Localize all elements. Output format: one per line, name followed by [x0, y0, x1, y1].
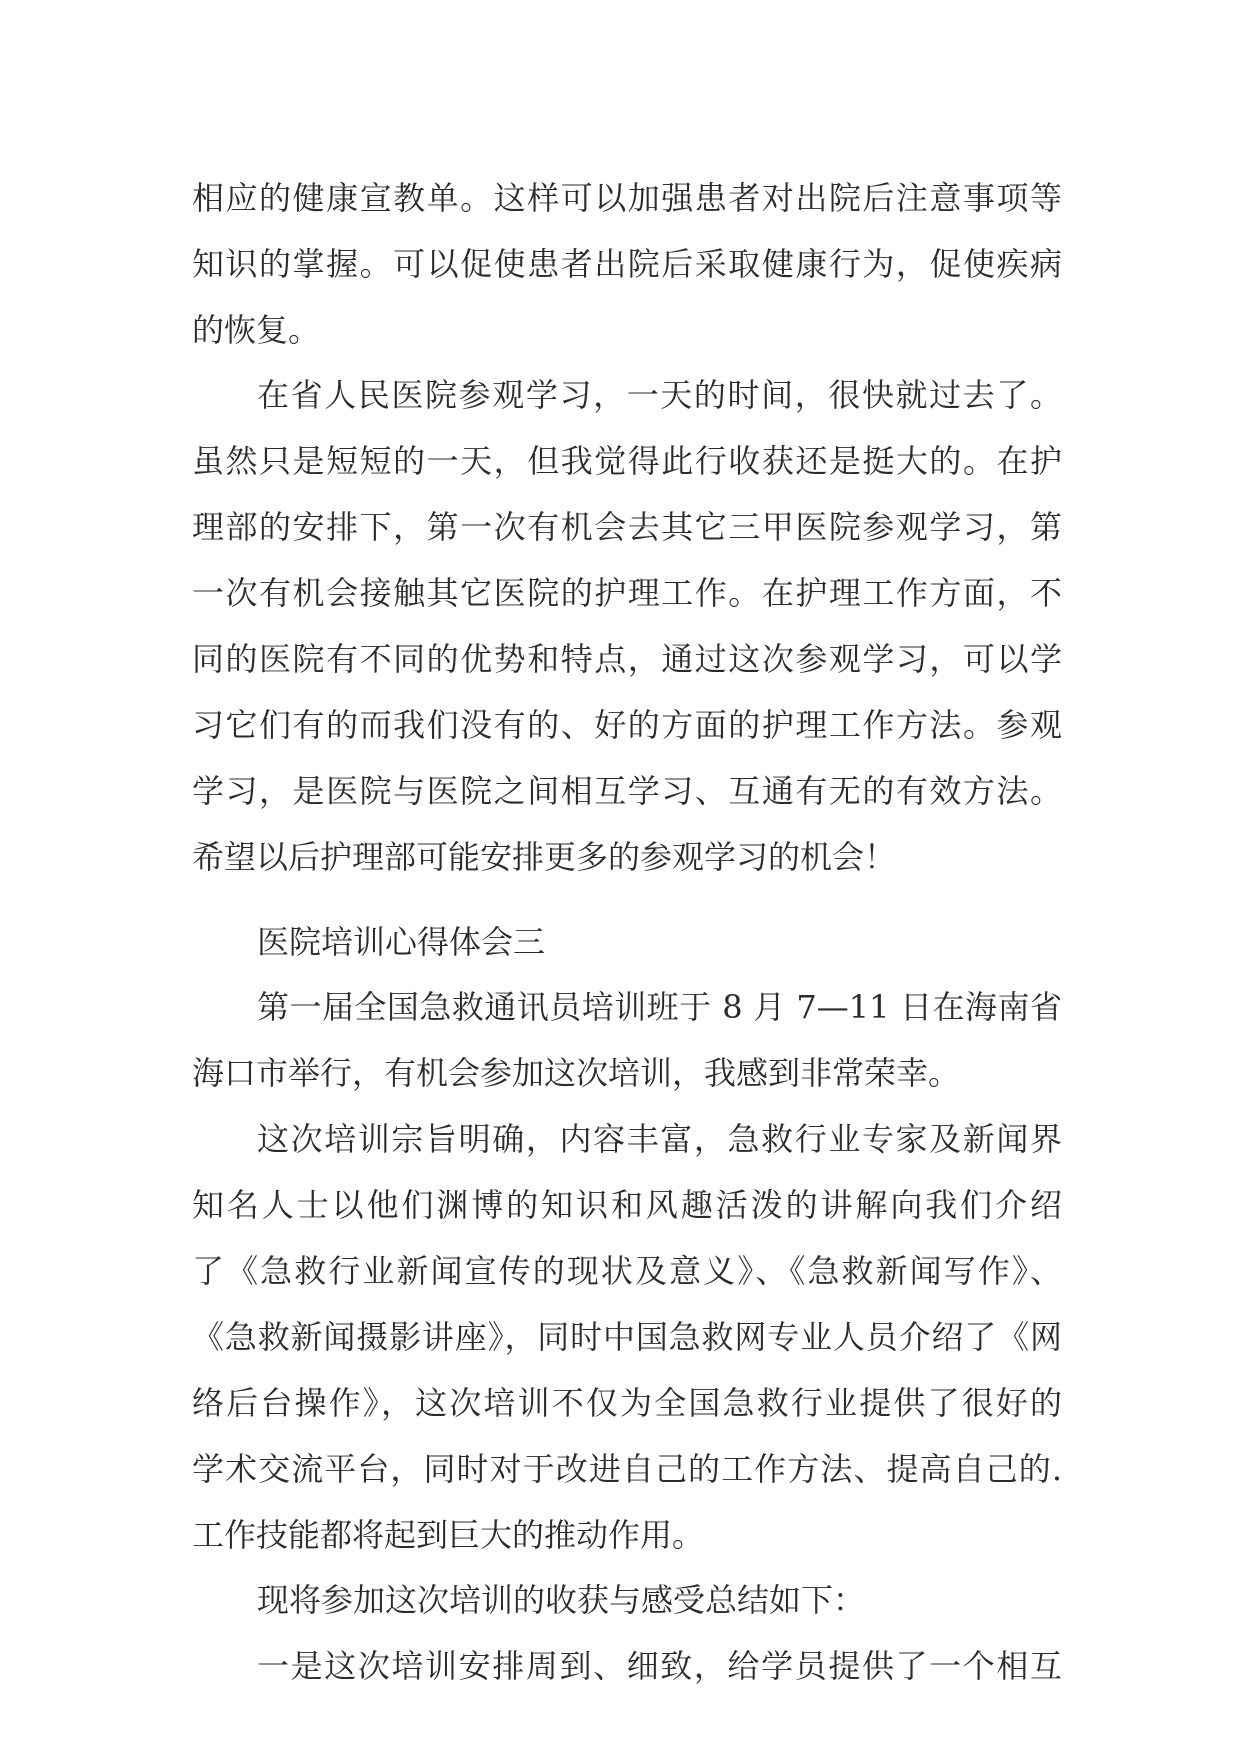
paragraph-line: 习它们有的而我们没有的、好的方面的护理工作方法。参观	[192, 706, 1062, 744]
paragraph-line: 海口市举行，有机会参加这次培训，我感到非常荣幸。	[192, 1054, 961, 1092]
paragraph-line: 同的医院有不同的优势和特点，通过这次参观学习，可以学	[192, 640, 1062, 678]
paragraph-line: 现将参加这次培训的收获与感受总结如下：	[257, 1581, 866, 1619]
paragraph-line: 知识的掌握。可以促使患者出院后采取健康行为，促使疾病	[192, 245, 1062, 283]
paragraph-line: 第一届全国急救通讯员培训班于 8 月 7—11 日在海南省	[257, 988, 1062, 1026]
paragraph-line: 《急救新闻摄影讲座》，同时中国急救网专业人员介绍了《网	[192, 1318, 1062, 1356]
paragraph-line: 的恢复。	[192, 311, 321, 349]
paragraph-line: 相应的健康宣教单。这样可以加强患者对出院后注意事项等	[192, 179, 1062, 217]
paragraph-line: 这次培训宗旨明确，内容丰富，急救行业专家及新闻界	[257, 1120, 1062, 1158]
paragraph-line: 虽然只是短短的一天，但我觉得此行收获还是挺大的。在护	[192, 442, 1062, 480]
section-title: 医院培训心得体会三	[257, 923, 546, 961]
paragraph-line: 学习，是医院与医院之间相互学习、互通有无的有效方法。	[192, 772, 1062, 810]
paragraph-line: 络后台操作》，这次培训不仅为全国急救行业提供了很好的	[192, 1384, 1062, 1422]
paragraph-line: 在省人民医院参观学习，一天的时间，很快就过去了。	[257, 376, 1062, 414]
paragraph-line: 了《急救行业新闻宣传的现状及意义》、《急救新闻写作》、	[192, 1252, 1062, 1290]
paragraph-line: 工作技能都将起到巨大的推动作用。	[192, 1516, 705, 1554]
paragraph-line: 知名人士以他们渊博的知识和风趣活泼的讲解向我们介绍	[192, 1186, 1062, 1224]
paragraph-line: 学术交流平台，同时对于改进自己的工作方法、提高自己的.	[192, 1450, 1062, 1488]
paragraph-line: 一是这次培训安排周到、细致，给学员提供了一个相互	[257, 1647, 1062, 1685]
paragraph-line: 理部的安排下，第一次有机会去其它三甲医院参观学习，第	[192, 508, 1062, 546]
paragraph-line: 一次有机会接触其它医院的护理工作。在护理工作方面，不	[192, 574, 1062, 612]
paragraph-line: 希望以后护理部可能安排更多的参观学习的机会！	[192, 838, 897, 876]
